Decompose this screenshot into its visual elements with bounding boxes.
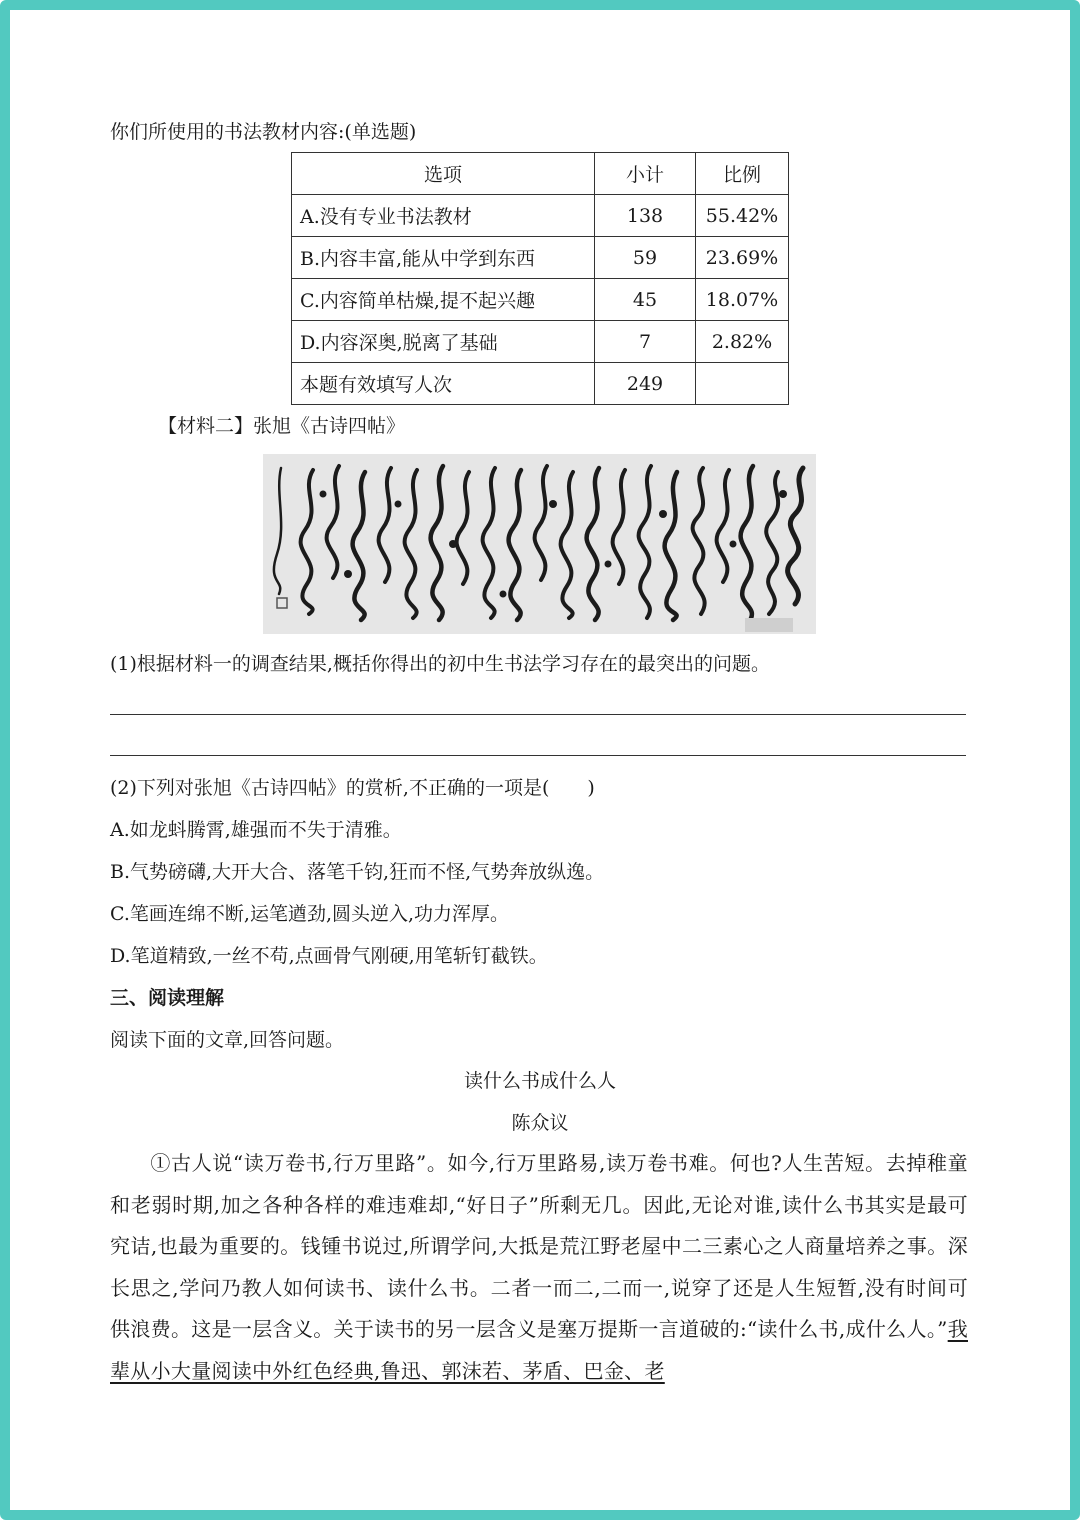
table-row: [292, 195, 789, 237]
reading-instruction: 阅读下面的文章,回答问题。: [110, 1029, 345, 1051]
answer-line[interactable]: [110, 755, 966, 756]
calligraphy-image: [263, 454, 816, 634]
underlined-sentence: 我辈从小大量阅读中外红色经典,鲁迅、郭沫若、茅盾、巴金、老: [110, 1317, 968, 1383]
header-option: 选项: [292, 153, 595, 195]
table-header-row: [292, 153, 789, 195]
material-two-title: 【材料二】张旭《古诗四帖》: [158, 415, 406, 437]
row-count: 59: [595, 237, 696, 279]
table-row: [292, 363, 789, 405]
row-ratio: 23.69%: [696, 237, 789, 279]
row-count: 7: [595, 321, 696, 363]
option-b: B.气势磅礴,大开大合、落笔千钧,狂而不怪,气势奔放纵逸。: [110, 861, 605, 883]
section-title: 三、阅读理解: [110, 987, 225, 1009]
row-count: 138: [595, 195, 696, 237]
option-d: D.笔道精致,一丝不苟,点画骨气刚硬,用笔斩钉截铁。: [110, 945, 548, 967]
table-row: [292, 237, 789, 279]
row-ratio: [696, 363, 789, 405]
question-1: (1)根据材料一的调查结果,概括你得出的初中生书法学习存在的最突出的问题。: [110, 653, 770, 675]
table-row: [292, 279, 789, 321]
row-option: D.内容深奥,脱离了基础: [292, 321, 595, 363]
row-option: 本题有效填写人次: [292, 363, 595, 405]
row-option: B.内容丰富,能从中学到东西: [292, 237, 595, 279]
option-a: A.如龙蚪腾霄,雄强而不失于清雅。: [110, 819, 402, 841]
row-ratio: 55.42%: [696, 195, 789, 237]
row-count: 45: [595, 279, 696, 321]
row-count: 249: [595, 363, 696, 405]
question-2: (2)下列对张旭《古诗四帖》的赏析,不正确的一项是( ): [110, 777, 595, 799]
calligraphy-strokes: [263, 454, 816, 634]
row-option: C.内容简单枯燥,提不起兴趣: [292, 279, 595, 321]
row-ratio: 18.07%: [696, 279, 789, 321]
header-ratio: 比例: [696, 153, 789, 195]
answer-line[interactable]: [110, 714, 966, 715]
row-ratio: 2.82%: [696, 321, 789, 363]
article-paragraph-1: [110, 1143, 968, 1392]
article-title: 读什么书成什么人: [463, 1070, 616, 1092]
survey-table: [291, 152, 789, 405]
article-author: 陈众议: [511, 1112, 569, 1134]
table-row: [292, 321, 789, 363]
survey-question-intro: 你们所使用的书法教材内容:(单选题): [110, 121, 417, 143]
paragraph-text: ①古人说“读万卷书,行万里路”。如今,行万里路易,读万卷书难。何也?人生苦短。去掉稚童和老弱时期,加之各种各样的难违难却,“好日子”所剩无几。因此,无论对谁,读什么书其实是最可究诘,也最为重要的。钱锺书说过,所谓学问,大抵是荒江野老屋中二三素心之人商量培养之事。深长思之,学问乃教人如何读书、读什么书。二者一而二,二而一,说穿了还是人生短暂,没有时间可供浪费。这是一层含义。关于读书的另一层含义是塞万提斯一言道破的:“读什么书,成什么人。”: [110, 1151, 968, 1341]
row-option: A.没有专业书法教材: [292, 195, 595, 237]
header-count: 小计: [595, 153, 696, 195]
option-c: C.笔画连绵不断,运笔遒劲,圆头逆入,功力浑厚。: [110, 903, 510, 925]
